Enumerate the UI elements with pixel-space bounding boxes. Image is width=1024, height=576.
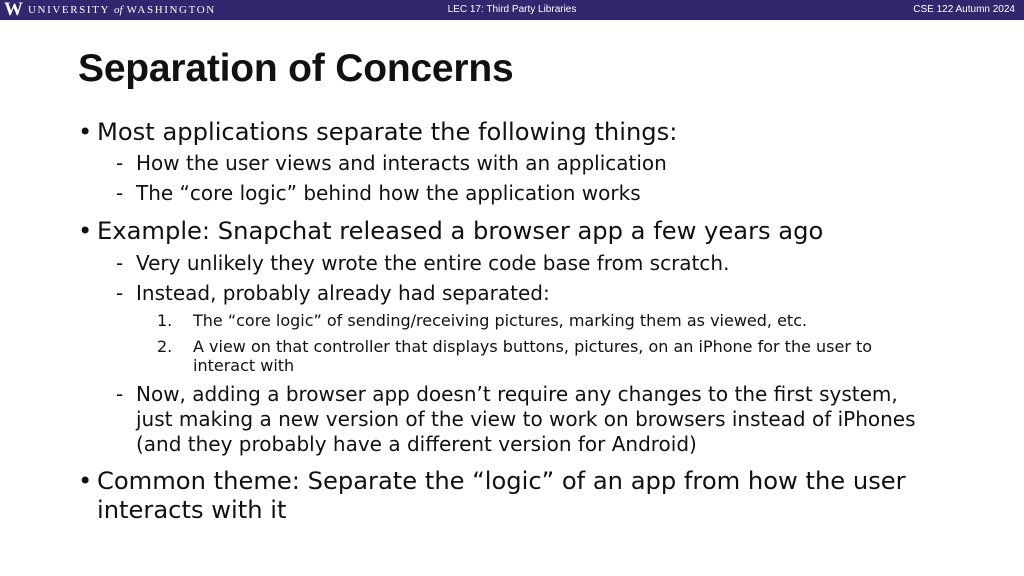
sub-bullet-dash: - [116, 151, 124, 175]
numbered-item-text: A view on that controller that displays buttons, pictures, on an iPhone for the user to [193, 337, 873, 356]
bullet-text: Most applications separate the following things: [97, 118, 678, 146]
uw-logo: W [4, 0, 23, 20]
bullet-dot: • [78, 217, 93, 245]
sub-bullet-text: Now, adding a browser app doesn’t require any changes to the first system, [136, 382, 898, 406]
sub-bullet-text: The “core logic” behind how the application works [136, 181, 641, 205]
sub-bullet-text: Instead, probably already had separated: [136, 281, 550, 305]
university-wordmark: UNIVERSITY of WASHINGTON [28, 4, 216, 16]
bullet-text: interacts with it [97, 496, 287, 524]
sub-bullet-text: Very unlikely they wrote the entire code base from scratch. [136, 251, 730, 275]
numbered-item-text: interact with [193, 356, 295, 375]
slide-title: Separation of Concerns [78, 47, 514, 90]
bullet-text: Example: Snapchat released a browser app a few years ago [97, 217, 824, 245]
sub-bullet-text: just making a new version of the view to work on browsers instead of iPhones [136, 407, 916, 431]
sub-bullet-dash: - [116, 251, 124, 275]
course-label: CSE 122 Autumn 2024 [913, 4, 1015, 15]
bullet-dot: • [78, 118, 93, 146]
sub-bullet-text: How the user views and interacts with an application [136, 151, 667, 175]
list-number: 2. [157, 337, 173, 356]
bullet-dot: • [78, 467, 93, 495]
lecture-title: LEC 17: Third Party Libraries [447, 4, 577, 15]
list-number: 1. [157, 311, 173, 330]
sub-bullet-dash: - [116, 181, 124, 205]
numbered-item-text: The “core logic” of sending/receiving pictures, marking them as viewed, etc. [193, 311, 808, 330]
header-bar [0, 0, 1024, 20]
sub-bullet-dash: - [116, 382, 124, 406]
bullet-text: Common theme: Separate the “logic” of an app from how the user [97, 467, 906, 495]
sub-bullet-text: (and they probably have a different version for Android) [136, 432, 697, 456]
sub-bullet-dash: - [116, 281, 124, 305]
